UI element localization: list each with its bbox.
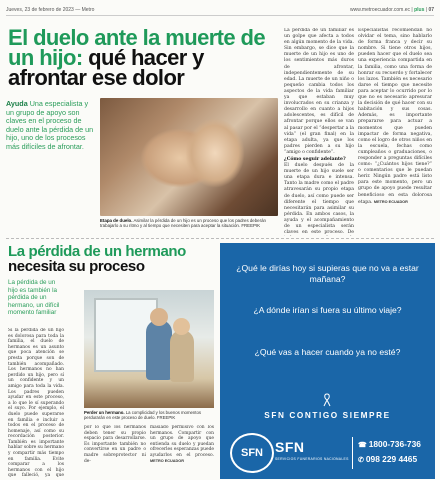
column-text: Especialistas recomiendan no olvidar el tema, sino hablarlo de forma franca y decir su nombre. Si tiene otros hijos, pueden hacer que el duelo sea una experiencia compartida en la familia, como una forma de honrar su recuerdo y fortalecer los lazos. También es necesario darse el tiempo que necesite para aceptar lo ocurrido por lo que no es necesario apresurar la decisión de qué hacer con su habitación y sus cosas. Además, es importante prepararse para actuar a momentos que pueden impactar de forma negativa, como el logro de otros niños en la escuela, fechas como cumpleaños o graduaciones, o responder a preguntas difíciles como: “¿Cuántos hijos tiene?” o comentarios que le puedan herir. Ningún padre está listo para este momento, pero un grupo de apoyo puede resultar beneficioso en esta dolorosa etapa. — [358, 28, 432, 205]
ad-brand: SFN — [275, 439, 305, 455]
column-text: La pérdida de un familiar es un golpe que afecta a todos en algún momento de la vida. Sin embargo, se dice que la muerte de un hijo es uno de los sentimientos más duros de afrontar, independientemente de su edad. La muerte de un niño o pequeño cambia todos los aspectos de la vida familiar ya que estaban muy involucrados en su crianza y desarrollo en cuanto a hijos adolescentes, es difícil de afrontar porque ellos se van al pasar por el “despertar a la vida” (el gran final) en la etapa adulta, ya que los padres pierden a su hijo “amigo o confidente”. — [284, 28, 354, 155]
ribbon-icon — [322, 393, 332, 407]
lede-label: Ayuda — [6, 99, 28, 108]
ad-question-1: ¿Qué le dirías hoy si supieras que no va a estar mañana? — [236, 263, 419, 284]
article2-column-d — [150, 425, 214, 479]
article2-headline-dark: necesita su proceso — [8, 257, 145, 275]
column-text: El duelo después de la muerte de un hijo suele ser una etapa dura e intensa. Tanto la madre como el padre atravesarán su propio etapa de duelo, así como puede ser diferente el tiempo que necesitarán para asimilar su pérdida. En ambos casos, la ayuda y el acompañamiento de un especialista serán claves en este proceso. De — [284, 163, 354, 236]
child-head — [150, 308, 168, 326]
phone-icon: ☎ — [358, 442, 367, 449]
article1-lede — [6, 100, 98, 152]
article1-headline — [8, 25, 276, 90]
section-divider — [6, 238, 434, 239]
phone-number-2: 098 229 4465 — [365, 454, 418, 464]
ad-question-3: ¿Qué vas a hacer cuando ya no esté? — [254, 347, 401, 357]
phone-line-1[interactable] — [358, 439, 421, 449]
child-head — [173, 318, 190, 335]
child-figure — [170, 330, 194, 382]
caption-credit: FREEPIK — [241, 223, 261, 229]
article1-column-a — [284, 28, 354, 236]
phone-number-1: 1800-736-736 — [368, 439, 421, 449]
ad-slogan: SFN CONTIGO SIEMPRE — [264, 411, 391, 420]
header-right: www.metroecuador.com.ec | plus | 07 — [349, 7, 434, 13]
caption-text: Asimilar la pérdida de un hijo es un proceso que los padres deberán trabajarlo a su ritmo y al tiempo que necesiten para aceptar la situación. — [100, 218, 266, 229]
hands-photo — [100, 98, 278, 216]
child-figure — [146, 320, 172, 380]
ad-question-2: ¿A dónde irían si fuera su último viaje? — [253, 305, 402, 315]
caption-label: Perder un hermano. — [84, 410, 125, 415]
header-section: plus — [414, 7, 425, 13]
article1-headline-green: El duelo ante la muerte de un hijo: — [8, 25, 266, 70]
article2-body: Si la pérdida de un hijo es dolorosa para toda la familia, el duelo de hermanos es un asunto que poca atención se presta porque son de también acompañado. Los hermanos no han perdido un hijo, pero sí un confidente y un amigo para toda la vida. Los padres pueden ayudar en este proceso, a lo que le sí superando el suyo. Por ejemplo, el duelo puede superarse en familia e incluir a todos en el proceso de homenaje, así como su recordación posterior. También es importante hablar sobre su hermano y compartir más tiempo en familia. Evite comparar a los hermanos con el hijo que falleció, ya que — [8, 328, 64, 478]
page-header — [6, 5, 434, 16]
byline: METRO ECUADOR — [373, 199, 408, 204]
lede-text: Una especialista y un grupo de apoyo son claves en el proceso de duelo ante la pérdida de un hijo, uno de los procesos más difíciles de afrontar. — [6, 99, 94, 151]
ad-divider — [352, 437, 353, 469]
article1-headline-dark: qué hacer y afrontar ese dolor — [8, 45, 204, 90]
sfn-advertisement[interactable] — [220, 243, 435, 479]
phone-line-2[interactable] — [358, 454, 417, 464]
subheading: ¿Cómo seguir adelante? — [284, 156, 346, 162]
siblings-photo — [84, 290, 214, 408]
article2-headline — [8, 245, 208, 274]
ad-brand-sub: SERVICIOS FUNERARIOS NACIONALES — [275, 457, 349, 461]
article2-column-c: por lo que los hermanos deben tener su propio espacio para desarrollarse. Es importante también no convertirse en un padre o madre sobreprotector ni de- — [84, 425, 146, 464]
byline: METRO ECUADOR — [150, 458, 184, 463]
article1-column-b — [358, 28, 432, 236]
header-date: Jueves, 23 de febrero de 2023 — Metro — [6, 7, 95, 13]
photo2-caption — [84, 410, 214, 421]
photo-caption — [100, 218, 280, 229]
caption-text: La complicidad y los buenos momentos perdurarán en este proceso de duelo. — [84, 410, 202, 421]
article2-headline-green: La pérdida de un hermano — [8, 243, 186, 260]
caption-credit: FREEPIK — [156, 415, 176, 421]
header-site[interactable]: www.metroecuador.com.ec — [349, 7, 410, 13]
whatsapp-icon: ✆ — [358, 457, 364, 464]
sfn-logo: SFN — [230, 433, 274, 473]
page-number: 07 — [428, 7, 434, 13]
article2-lede: La pérdida de un hijo es también la pérdida de un hermano, un difícil momento familiar — [8, 279, 60, 317]
caption-label: Etapa de duelo. — [100, 218, 133, 223]
column-text: masiado permisivo con los hermanos. Compartir con un grupo de apoyo que entienda su duelo y puedan ofrecerles esperanzas puede ayudarlos en el proceso. — [150, 425, 214, 458]
hand-shape — [185, 118, 245, 188]
